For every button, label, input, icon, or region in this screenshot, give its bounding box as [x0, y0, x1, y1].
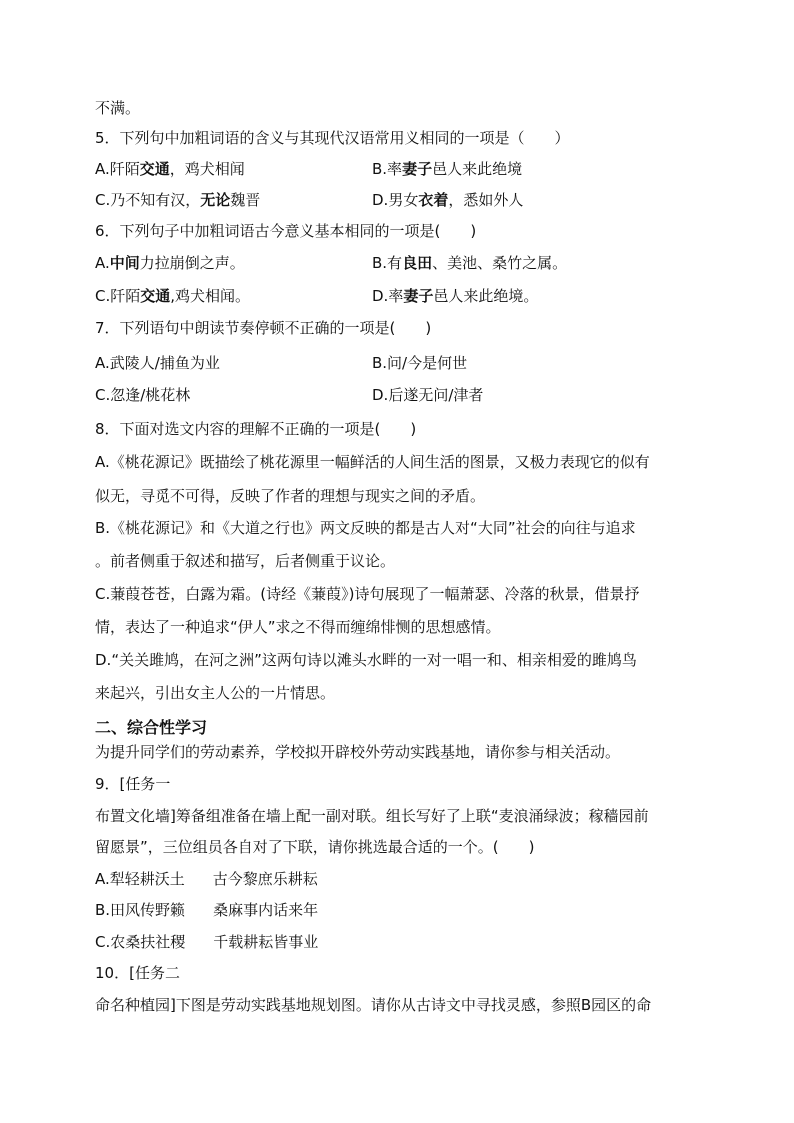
q8-option-a-line1: A.《桃花源记》既描绘了桃花源里一幅鲜活的人间生活的图景，又极力表现它的似有 [95, 453, 650, 471]
q8-stem: 8．下面对选文内容的理解不正确的一项是( ) [95, 420, 417, 438]
intro-tail: 不满。 [95, 99, 141, 117]
q8-option-d-line1: D.“关关雎鸠，在河之洲”这两句诗以滩头水畔的一对一唱一和、相亲相爱的雎鸠鸟 [95, 651, 637, 669]
q7-option-d: D.后遂无问/津者 [372, 386, 484, 404]
q7-option-a: A.武陵人/捕鱼为业 [95, 354, 220, 372]
q9-option-a: A.犁轻耕沃土 古今黎庶乐耕耘 [95, 870, 318, 888]
q6-option-b: B.有良田、美池、桑竹之属。 [372, 254, 568, 272]
q9-line1: 布置文化墙]筹备组准备在墙上配一副对联。组长写好了上联“麦浪涌绿波；稼穑园前 [95, 807, 649, 825]
q9-line2: 留愿景”，三位组员各自对了下联，请你挑选最合适的一个。( ) [95, 838, 535, 856]
q5-option-c: C.乃不知有汉，无论魏晋 [95, 191, 261, 209]
q6-option-a: A.中间力拉崩倒之声。 [95, 254, 245, 272]
q5-stem: 5．下列句中加粗词语的含义与其现代汉语常用义相同的一项是（ ） [95, 129, 570, 147]
q8-option-b-line2: 。前者侧重于叙述和描写，后者侧重于议论。 [95, 552, 396, 570]
q7-option-c: C.忽逢/桃花林 [95, 386, 191, 404]
q6-option-d: D.率妻子邑人来此绝境。 [372, 287, 539, 305]
q10-line1: 命名种植园]下图是劳动实践基地规划图。请你从古诗文中寻找灵感，参照B园区的命 [95, 996, 652, 1014]
q8-option-c-line1: C.蒹葭苍苍，白露为霜。(诗经《蒹葭》)诗句展现了一幅萧瑟、冷落的秋景，借景抒 [95, 585, 640, 603]
q5-option-a: A.阡陌交通，鸡犬相闻 [95, 160, 245, 178]
q10-number: 10．[任务二 [95, 964, 180, 982]
q9-number: 9．[任务一 [95, 775, 171, 793]
q8-option-c-line2: 情，表达了一种追求“伊人”求之不得而缠绵悱恻的思想感情。 [95, 618, 501, 636]
q6-option-c: C.阡陌交通,鸡犬相闻。 [95, 287, 251, 305]
q5-option-d: D.男女衣着，悉如外人 [372, 191, 524, 209]
q5-option-b: B.率妻子邑人来此绝境 [372, 160, 523, 178]
q8-option-d-line2: 来起兴，引出女主人公的一片情思。 [95, 684, 336, 702]
q9-option-b: B.田风传野籁 桑麻事内话来年 [95, 901, 319, 919]
q7-option-b: B.问/今是何世 [372, 354, 468, 372]
q6-stem: 6．下列句子中加粗词语古今意义基本相同的一项是( ) [95, 222, 477, 240]
section-intro: 为提升同学们的劳动素养，学校拟开辟校外劳动实践基地，请你参与相关活动。 [95, 743, 621, 761]
q8-option-a-line2: 似无，寻觅不可得，反映了作者的理想与现实之间的矛盾。 [95, 487, 486, 505]
q7-stem: 7．下列语句中朗读节奏停顿不正确的一项是( ) [95, 319, 432, 337]
section-heading: 二、综合性学习 [95, 718, 208, 737]
q8-option-b-line1: B.《桃花源记》和《大道之行也》两文反映的都是古人对“大同”社会的向往与追求 [95, 519, 636, 537]
q9-option-c: C.农桑扶社稷 千载耕耘皆事业 [95, 933, 319, 951]
